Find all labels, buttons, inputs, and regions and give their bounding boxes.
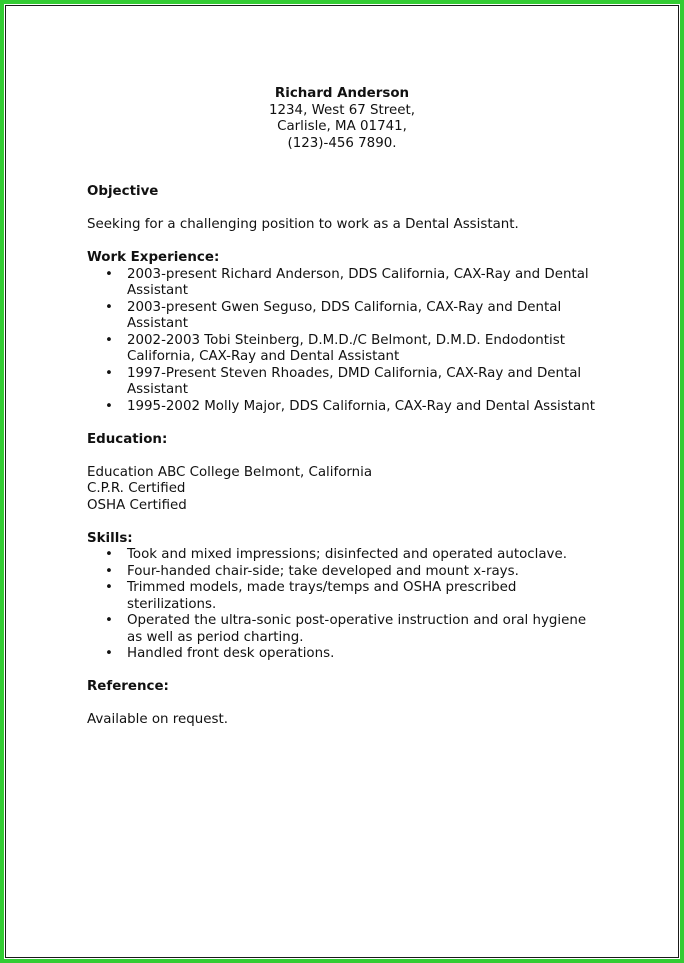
objective-text: Seeking for a challenging position to work as a Dental Assistant.: [87, 217, 519, 232]
bullet-icon: •: [105, 266, 113, 282]
skill-item-text: Took and mixed impressions; disinfected and operated autoclave.: [127, 547, 567, 562]
resume-document: [87, 86, 607, 729]
bullet-icon: •: [105, 365, 113, 381]
bullet-icon: •: [105, 332, 113, 348]
skills-list: [87, 547, 607, 663]
reference-section: [87, 679, 607, 729]
list-item: [87, 399, 597, 416]
list-item: [87, 613, 597, 646]
list-item: [87, 564, 597, 581]
bullet-icon: •: [105, 547, 113, 562]
work-item-text: 1995-2002 Molly Major, DDS California, CAX-Ray and Dental Assistant: [127, 398, 595, 414]
work-item-text: 2003-present Gwen Seguso, DDS California, CAX-Ray and Dental Assistant: [127, 299, 562, 331]
address-line-1: 1234, West 67 Street,: [268, 102, 415, 118]
bullet-icon: •: [105, 398, 113, 414]
skills-section: [87, 531, 607, 663]
bullet-icon: •: [105, 613, 113, 628]
resume-header: [87, 86, 597, 152]
skill-item-text: Trimmed models, made trays/temps and OSHA prescribed sterilizations.: [127, 580, 517, 612]
list-item: [87, 267, 597, 300]
education-heading: Education:: [87, 431, 168, 447]
education-line: C.P.R. Certified: [87, 481, 186, 496]
address-line-2: Carlisle, MA 01741,: [277, 119, 407, 134]
bullet-icon: •: [105, 299, 113, 315]
list-item: [87, 580, 597, 613]
reference-heading: Reference:: [87, 679, 169, 694]
work-item-text: 2002-2003 Tobi Steinberg, D.M.D./C Belmont, D.M.D. Endodontist California, CAX-Ray and Dental Assistant: [127, 332, 565, 364]
reference-text: Available on request.: [87, 712, 228, 727]
phone-number: (123)-456 7890.: [287, 135, 397, 151]
skills-heading: Skills:: [87, 530, 133, 546]
skill-item-text: Handled front desk operations.: [127, 646, 335, 661]
applicant-name: Richard Anderson: [274, 86, 410, 101]
bullet-icon: •: [105, 646, 113, 661]
list-item: [87, 333, 597, 366]
objective-section: [87, 184, 607, 234]
skill-item-text: Operated the ultra-sonic post-operative instruction and oral hygiene as well as period charting.: [127, 613, 587, 645]
education-lines: [87, 465, 607, 515]
education-section: [87, 432, 607, 515]
work-item-text: 2003-present Richard Anderson, DDS California, CAX-Ray and Dental Assistant: [127, 266, 589, 298]
work-experience-section: [87, 250, 607, 415]
bullet-icon: •: [105, 580, 113, 595]
skill-item-text: Four-handed chair-side; take developed and mount x-rays.: [127, 563, 519, 579]
objective-heading: Objective: [87, 184, 159, 199]
education-line: Education ABC College Belmont, California: [87, 464, 373, 480]
list-item: [87, 547, 597, 564]
work-item-text: 1997-Present Steven Rhoades, DMD California, CAX-Ray and Dental Assistant: [127, 365, 582, 397]
list-item: [87, 300, 597, 333]
list-item: [87, 646, 597, 663]
work-experience-heading: Work Experience:: [87, 250, 220, 265]
list-item: [87, 366, 597, 399]
education-line: OSHA Certified: [87, 497, 187, 513]
bullet-icon: •: [105, 563, 113, 579]
work-experience-list: [87, 267, 607, 416]
